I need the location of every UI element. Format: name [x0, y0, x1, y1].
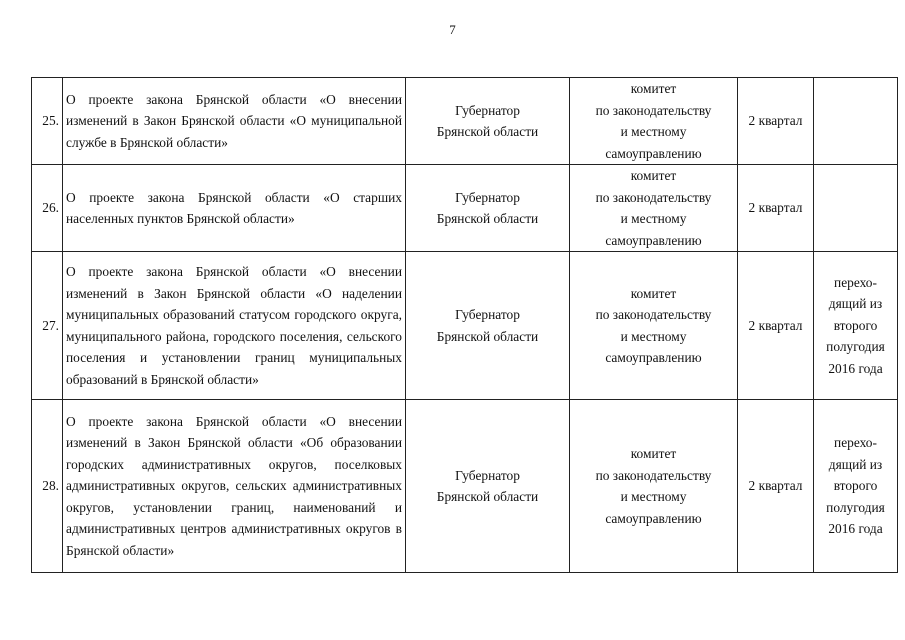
term: 2 квартал [738, 252, 814, 400]
responsible-committee-line: комитет [630, 446, 677, 461]
responsible-committee-line: комитет [630, 285, 677, 301]
note-line: второго [833, 317, 878, 333]
responsible-committee-line: по законодательству [595, 307, 712, 322]
responsible-committee-line: и местному [620, 211, 687, 226]
bill-title [63, 78, 406, 165]
row-number: 27. [32, 252, 63, 400]
note [814, 165, 898, 252]
term: 2 квартал [738, 165, 814, 252]
table-row [32, 165, 898, 252]
note-line: полугодия [826, 499, 885, 515]
bill-title-text: О проекте закона Брянской области «О старших населенных пунктов Брянской области» [66, 189, 402, 226]
responsible-committee [570, 252, 738, 400]
responsible-committee [570, 78, 738, 165]
row-number: 26. [32, 165, 63, 252]
responsible-committee-line: по законодательству [595, 102, 712, 118]
note-line: второго [833, 478, 878, 494]
initiator [406, 400, 570, 573]
initiator-line: Губернатор [455, 307, 520, 322]
bill-title-text: О проекте закона Брянской области «О внесении изменений в Закон Брянской области «О наделении муниципальных образований статусом городского округа, муниципального района, городского поселения, сельского поселения и установлении границ муниципальных образований в Брянской области» [66, 264, 402, 387]
note [814, 78, 898, 165]
note-line: перехо- [834, 274, 877, 290]
note [814, 400, 898, 573]
note-line: перехо- [834, 435, 877, 451]
responsible-committee [570, 165, 738, 252]
page-number: 7 [449, 22, 456, 37]
initiator-line: Губернатор [455, 102, 520, 118]
note [814, 252, 898, 400]
responsible-committee-line: по законодательству [595, 189, 712, 205]
responsible-committee-line: комитет [630, 81, 677, 96]
initiator-line: Губернатор [455, 467, 520, 483]
initiator-line: Брянской области [436, 489, 539, 504]
bill-title [63, 165, 406, 252]
responsible-committee-line: по законодательству [595, 467, 712, 483]
row-number: 25. [32, 78, 63, 165]
initiator-line: Брянской области [436, 211, 539, 226]
row-number: 28. [32, 400, 63, 573]
responsible-committee-line: комитет [630, 168, 677, 183]
responsible-committee-line: самоуправлению [605, 510, 702, 526]
bill-title [63, 252, 406, 400]
responsible-committee-line: самоуправлению [605, 350, 702, 365]
table-row [32, 400, 898, 573]
bill-title-text: О проекте закона Брянской области «О внесении изменений в Закон Брянской области «Об образовании городских административных округов, поселковых административных округов, сельских административных округов, установлении границ, наименований и административных центров административных округов в Брянской области» [66, 413, 402, 558]
initiator [406, 165, 570, 252]
initiator-line: Губернатор [455, 189, 520, 205]
term: 2 квартал [738, 400, 814, 573]
note-line: 2016 года [828, 360, 883, 376]
note-line: 2016 года [828, 521, 883, 537]
responsible-committee-line: и местному [620, 328, 687, 344]
term: 2 квартал [738, 78, 814, 165]
note-line: дящий из [828, 456, 883, 472]
responsible-committee-line: самоуправлению [605, 232, 702, 248]
initiator [406, 252, 570, 400]
note-line: полугодия [826, 339, 885, 355]
initiator-line: Брянской области [436, 328, 539, 344]
table-row [32, 252, 898, 400]
responsible-committee-line: самоуправлению [605, 145, 702, 161]
bill-title [63, 400, 406, 573]
initiator-line: Брянской области [436, 124, 539, 139]
table-row [32, 78, 898, 165]
initiator [406, 78, 570, 165]
note-line: дящий из [828, 296, 883, 312]
responsible-committee-line: и местному [620, 124, 687, 139]
responsible-committee [570, 400, 738, 573]
responsible-committee-line: и местному [620, 489, 687, 504]
bill-title-text: О проекте закона Брянской области «О внесении изменений в Закон Брянской области «О муниципальной службе в Брянской области» [66, 91, 402, 150]
work-plan-table [31, 77, 898, 573]
